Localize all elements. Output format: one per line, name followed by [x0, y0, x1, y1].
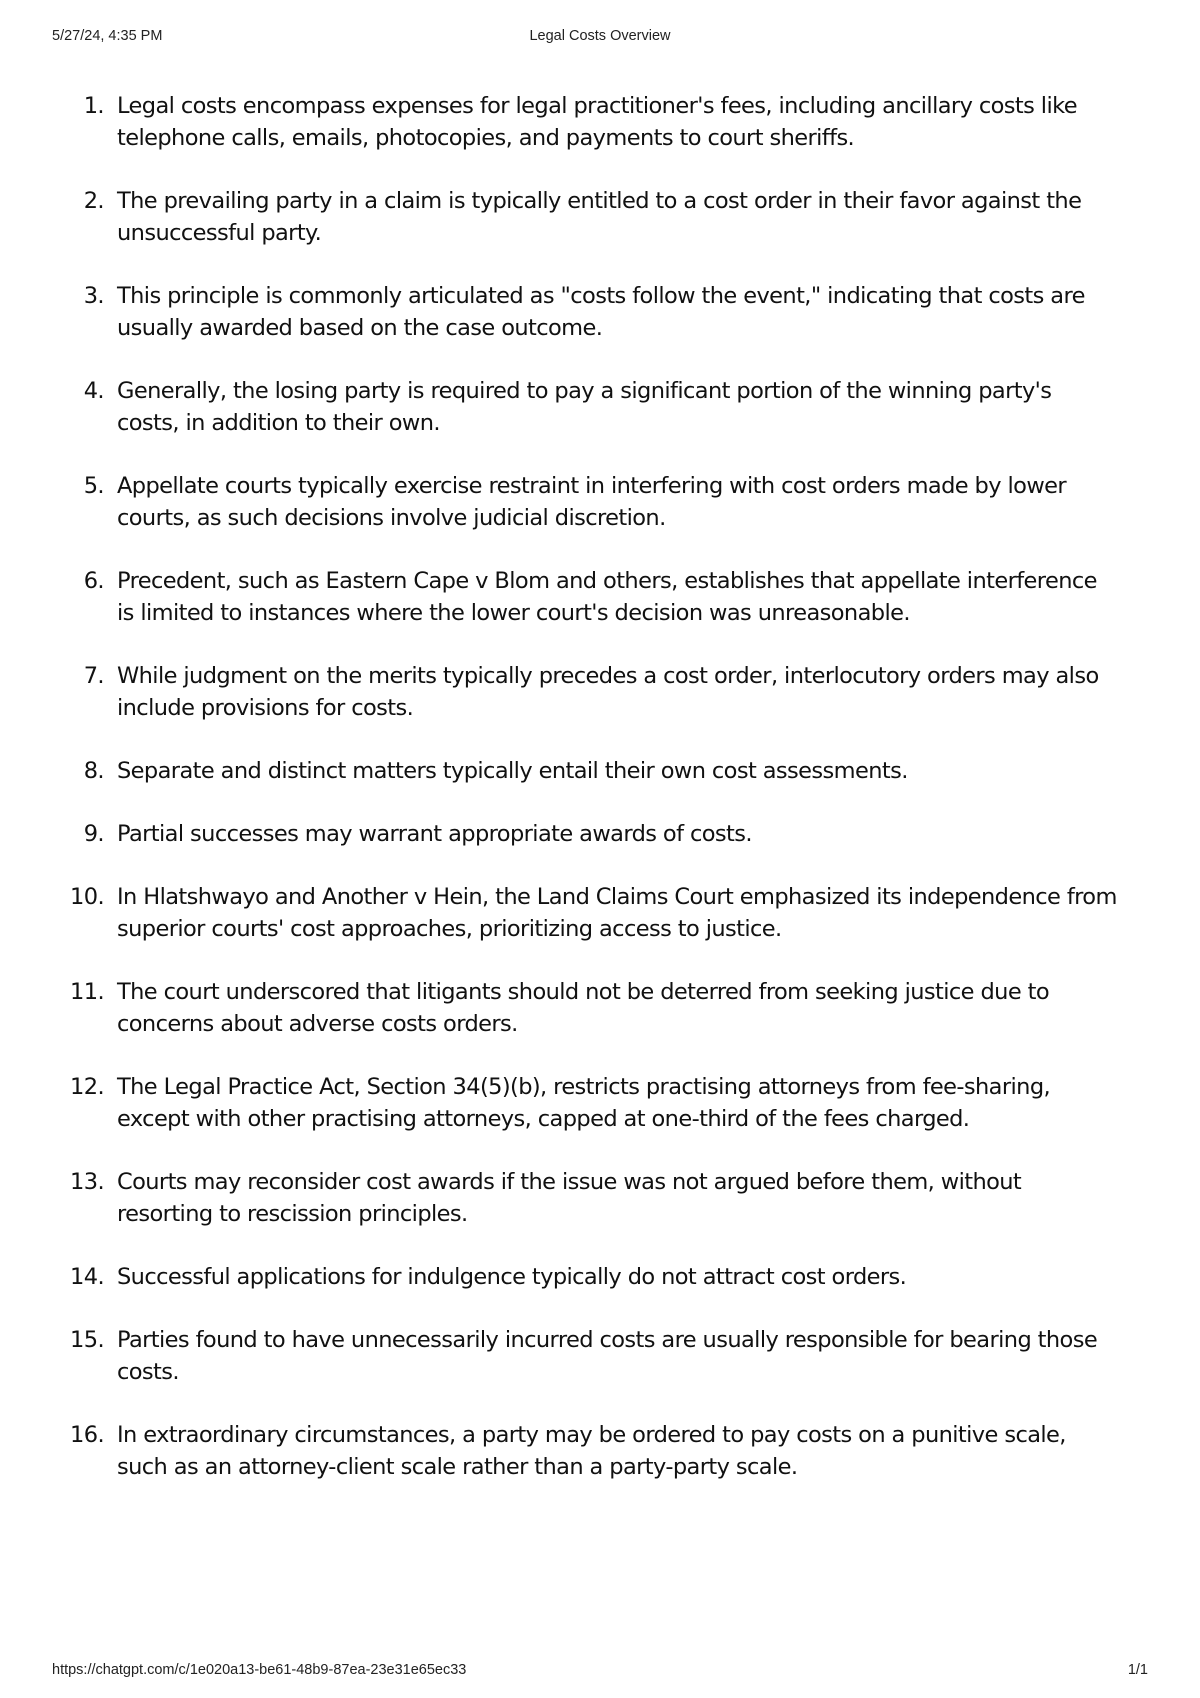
list-item-text: While judgment on the merits typically precedes a cost order, interlocutory orders may also include provisions for costs. — [117, 663, 1099, 721]
list-item-text: Parties found to have unnecessarily incurred costs are usually responsible for bearing those costs. — [117, 1327, 1098, 1385]
page-title: Legal Costs Overview — [529, 28, 671, 44]
list-item-text: Legal costs encompass expenses for legal practitioner's fees, including ancillary costs like telephone calls, emails, photocopies, and payments to court sheriffs. — [117, 93, 1077, 151]
list-item — [0, 818, 1117, 850]
list-item-text: Appellate courts typically exercise restraint in interfering with cost orders made by lower courts, as such decisions involve judicial discretion. — [117, 473, 1067, 531]
list-item-text: Generally, the losing party is required to pay a significant portion of the winning party's costs, in addition to their own. — [117, 378, 1052, 436]
list-item-text: Courts may reconsider cost awards if the issue was not argued before them, without resorting to rescission principles. — [117, 1169, 1022, 1227]
list-item-text: Partial successes may warrant appropriate awards of costs. — [117, 821, 752, 847]
list-item — [0, 881, 1117, 945]
list-item — [0, 755, 1117, 787]
list-item-number: 12. — [70, 1074, 104, 1100]
list-item — [0, 565, 1117, 629]
list-item-number: 7. — [83, 663, 104, 689]
list-item-number: 11. — [70, 979, 104, 1005]
list-item — [0, 90, 1117, 154]
list-item — [0, 976, 1117, 1040]
list-item-text: The prevailing party in a claim is typically entitled to a cost order in their favor against the unsuccessful party. — [117, 188, 1082, 246]
page-url: https://chatgpt.com/c/1e020a13-be61-48b9-87ea-23e31e65ec33 — [52, 1662, 467, 1678]
list-item — [0, 470, 1117, 534]
list-item-text: In extraordinary circumstances, a party may be ordered to pay costs on a punitive scale, such as an attorney-client scale rather than a party-party scale. — [117, 1422, 1066, 1480]
list-item-number: 5. — [83, 473, 104, 499]
list-item-number: 10. — [70, 884, 104, 910]
list-item-text: The court underscored that litigants should not be deterred from seeking justice due to concerns about adverse costs orders. — [117, 979, 1049, 1037]
list-item-text: The Legal Practice Act, Section 34(5)(b), restricts practising attorneys from fee-sharing, except with other practising attorneys, capped at one-third of the fees charged. — [117, 1074, 1051, 1132]
list-item — [0, 1324, 1117, 1388]
list-item-number: 3. — [83, 283, 104, 309]
list-item — [0, 1419, 1117, 1483]
list-item-number: 2. — [83, 188, 104, 214]
legal-costs-list — [0, 90, 1200, 1514]
list-item-text: Separate and distinct matters typically entail their own cost assessments. — [117, 758, 908, 784]
list-item-number: 15. — [70, 1327, 104, 1353]
list-item-number: 4. — [83, 378, 104, 404]
list-item-number: 8. — [83, 758, 104, 784]
list-item-text: This principle is commonly articulated as "costs follow the event," indicating that costs are usually awarded based on the case outcome. — [117, 283, 1085, 341]
list-item-number: 9. — [83, 821, 104, 847]
list-item — [0, 660, 1117, 724]
print-footer — [52, 1662, 1148, 1682]
list-item-number: 16. — [70, 1422, 104, 1448]
list-item — [0, 185, 1117, 249]
print-date-time: 5/27/24, 4:35 PM — [52, 28, 163, 44]
list-item-number: 13. — [70, 1169, 104, 1195]
print-header — [52, 28, 1148, 48]
list-item-text: In Hlatshwayo and Another v Hein, the Land Claims Court emphasized its independence from superior courts' cost approaches, prioritizing access to justice. — [117, 884, 1117, 942]
list-item — [0, 280, 1117, 344]
list-item-text: Successful applications for indulgence typically do not attract cost orders. — [117, 1264, 907, 1290]
list-item — [0, 375, 1117, 439]
page-number: 1/1 — [1127, 1662, 1148, 1678]
list-item — [0, 1261, 1117, 1293]
list-item-number: 1. — [83, 93, 104, 119]
list-item — [0, 1166, 1117, 1230]
list-item-number: 14. — [70, 1264, 104, 1290]
list-item — [0, 1071, 1117, 1135]
list-item-text: Precedent, such as Eastern Cape v Blom and others, establishes that appellate interference is limited to instances where the lower court's decision was unreasonable. — [117, 568, 1097, 626]
list-item-number: 6. — [83, 568, 104, 594]
